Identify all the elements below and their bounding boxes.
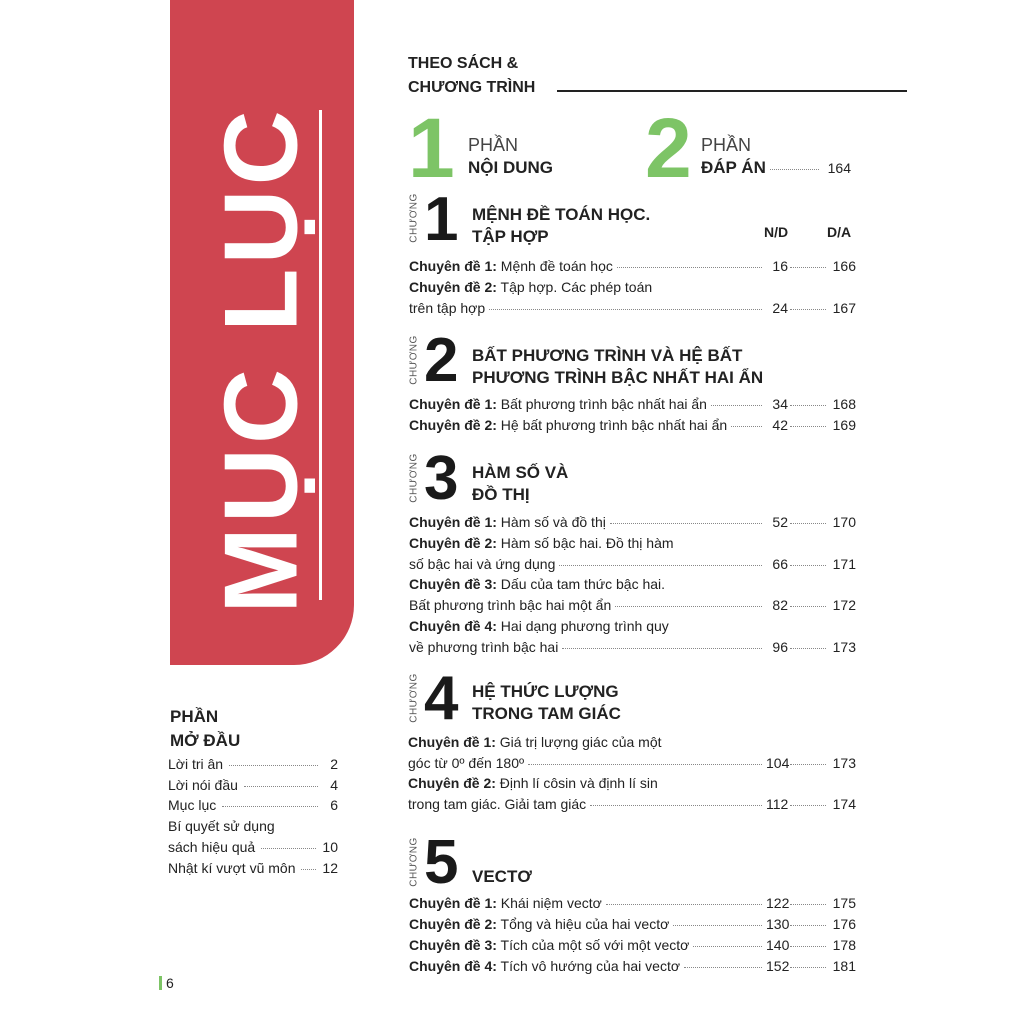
intro-heading-line2: MỞ ĐẦU — [170, 731, 241, 750]
entry-line — [408, 732, 856, 753]
entry-line — [409, 637, 856, 658]
dot-leader — [261, 848, 316, 849]
page-ref: 2 — [330, 756, 338, 772]
answer-page: 173 — [832, 754, 856, 771]
topic-label: Chuyên đề 2: — [408, 775, 496, 791]
entry-text — [409, 914, 669, 935]
entry-line — [409, 914, 856, 935]
answer-page: 181 — [832, 958, 856, 974]
content-page: 52 — [772, 514, 788, 530]
intro-list — [168, 754, 338, 878]
topic-row[interactable] — [408, 732, 856, 774]
dot-leader — [222, 806, 318, 807]
content-page: 82 — [772, 596, 788, 613]
answer-page: 173 — [832, 638, 856, 655]
dot-leader — [229, 765, 318, 766]
part-1-number: 1 — [408, 101, 455, 195]
dot-leader — [790, 946, 826, 947]
page-ref: 4 — [330, 776, 338, 793]
entry-line — [701, 158, 851, 179]
chapter-1-title[interactable] — [472, 204, 650, 248]
entry-line — [409, 893, 856, 914]
topic-label: Chuyên đề 2: — [409, 535, 497, 551]
entry-text — [409, 394, 707, 415]
entry-text: Khái niệm vectơ — [500, 895, 602, 911]
part-2-label: PHẦN — [701, 135, 752, 155]
page-marker — [159, 976, 162, 990]
entry-text: Hệ bất phương trình bậc nhất hai ẩn — [500, 417, 728, 433]
entry-line — [408, 794, 856, 815]
dot-leader — [489, 309, 762, 310]
topic-label: sách hiệu quả — [168, 838, 256, 855]
entry-text: góc từ 0º đến 180º — [408, 754, 525, 771]
content-page: 130 — [766, 916, 790, 932]
part-2-number: 2 — [645, 101, 692, 195]
dot-leader — [790, 523, 826, 524]
answer-page: 170 — [832, 514, 856, 530]
heading-rule — [557, 90, 907, 92]
chapter-1-number: 1 — [424, 185, 459, 254]
intro-item[interactable] — [168, 795, 338, 816]
section-heading-line1: THEO SÁCH & — [408, 55, 519, 72]
dot-leader — [790, 426, 826, 427]
chapter-4-word: CHƯƠNG — [408, 673, 420, 723]
entry-text: Giá trị lượng giác của một — [499, 734, 662, 750]
content-page: 122 — [766, 895, 790, 911]
part-1-name[interactable]: NỘI DUNG — [468, 158, 553, 177]
intro-item[interactable] — [168, 754, 338, 775]
content-page: 16 — [772, 258, 788, 274]
chapter-5-number: 5 — [424, 828, 459, 897]
dot-leader — [711, 405, 762, 406]
topic-row[interactable] — [409, 533, 856, 575]
entry-text — [409, 956, 680, 977]
chapter-2-number: 2 — [424, 326, 459, 395]
topic-row[interactable] — [409, 893, 856, 914]
dot-leader — [617, 267, 762, 268]
topic-row[interactable] — [409, 512, 856, 533]
topic-row[interactable] — [409, 394, 856, 415]
section-heading — [408, 52, 535, 100]
content-page: 140 — [766, 937, 790, 953]
content-page: 112 — [766, 795, 789, 812]
part-2-entry[interactable] — [701, 158, 851, 179]
entry-text: Bất phương trình bậc hai một ẩn — [409, 596, 612, 613]
chapter-title-line: VECTƠ — [472, 867, 532, 886]
chapter-title-line: TẬP HỢP — [472, 227, 549, 246]
entry-text — [409, 256, 613, 277]
chapter-title-line: MỆNH ĐỀ TOÁN HỌC. — [472, 205, 651, 224]
banner-divider — [319, 110, 322, 600]
dot-leader — [790, 764, 826, 765]
page-ref: 12 — [322, 859, 338, 876]
entry-text: Định lí côsin và định lí sin — [499, 775, 658, 791]
entry-line — [409, 554, 856, 575]
answer-page: 169 — [832, 417, 856, 433]
entry-text: số bậc hai và ứng dụng — [409, 555, 556, 572]
entry-text — [409, 277, 652, 298]
entry-text: Tập hợp. Các phép toán — [500, 279, 653, 295]
topic-label: Mục lục — [168, 797, 217, 814]
topic-label: Chuyên đề 4: — [409, 958, 497, 974]
chapter-2-title[interactable] — [472, 345, 763, 389]
answer-page: 175 — [832, 895, 856, 911]
entry-text: Tổng và hiệu của hai vectơ — [500, 916, 670, 932]
dot-leader — [790, 904, 826, 905]
chapter-title-line: BẤT PHƯƠNG TRÌNH VÀ HỆ BẤT — [472, 346, 743, 365]
banner-title: MỤC LỤC — [203, 106, 320, 614]
chapter-title-line: HÀM SỐ VÀ — [472, 463, 569, 482]
entry-text — [409, 616, 669, 637]
entry-line — [409, 512, 856, 533]
topic-label: Lời tri ân — [168, 756, 224, 772]
dot-leader — [244, 786, 318, 787]
chapter-3-title[interactable] — [472, 462, 568, 506]
column-da: D/A — [827, 224, 852, 240]
chapter-title-line: HỆ THỨC LƯỢNG — [472, 682, 619, 701]
dot-leader — [615, 606, 762, 607]
answer-page: 167 — [832, 299, 856, 316]
topic-label: Chuyên đề 3: — [409, 576, 497, 592]
topic-row[interactable] — [409, 935, 856, 956]
dot-leader — [684, 967, 762, 968]
topic-label: Chuyên đề 4: — [409, 618, 497, 634]
dot-leader — [731, 426, 762, 427]
dot-leader — [562, 648, 762, 649]
dot-leader — [770, 169, 819, 170]
dot-leader — [790, 565, 826, 566]
topic-label: Chuyên đề 2: — [409, 916, 497, 932]
dot-leader — [693, 946, 762, 947]
page-ref: 10 — [322, 838, 338, 855]
topic-row[interactable] — [409, 256, 856, 277]
intro-item — [168, 816, 338, 837]
topic-label: Chuyên đề 1: — [409, 258, 497, 274]
entry-line — [409, 415, 856, 436]
content-page: 104 — [766, 754, 790, 771]
entry-text: Hàm số bậc hai. Đồ thị hàm — [500, 535, 674, 551]
dot-leader — [673, 925, 762, 926]
dot-leader — [790, 267, 826, 268]
entry-line — [409, 298, 856, 319]
content-page: 42 — [772, 417, 788, 433]
entry-text: Hàm số và đồ thị — [500, 514, 606, 530]
content-page: 34 — [772, 396, 788, 412]
answer-page: 178 — [832, 937, 856, 953]
entry-text — [409, 574, 665, 595]
entry-line — [409, 574, 856, 595]
topic-label: Bí quyết sử dụng — [168, 818, 275, 835]
chapter-3-number: 3 — [424, 444, 459, 513]
topic-row[interactable] — [409, 616, 856, 658]
entry-text — [409, 893, 602, 914]
entry-text: trên tập hợp — [409, 299, 486, 316]
entry-line — [409, 956, 856, 977]
topic-row[interactable] — [409, 914, 856, 935]
dot-leader — [790, 309, 826, 310]
entry-text: Mệnh đề toán học — [500, 258, 613, 274]
dot-leader — [790, 606, 826, 607]
topic-row[interactable] — [408, 773, 856, 815]
topic-row[interactable] — [409, 277, 856, 319]
dot-leader — [790, 805, 826, 806]
answer-page: 168 — [832, 396, 856, 412]
entry-line — [409, 394, 856, 415]
entry-text: trong tam giác. Giải tam giác — [408, 795, 587, 812]
entry-text — [409, 935, 689, 956]
intro-heading-line1: PHẦN — [170, 707, 219, 726]
chapter-1-word: CHƯƠNG — [408, 193, 420, 243]
dot-leader — [559, 565, 762, 566]
dot-leader — [590, 805, 762, 806]
chapter-4-title[interactable] — [472, 681, 621, 725]
topic-label: Chuyên đề 1: — [409, 396, 497, 412]
intro-item[interactable] — [168, 858, 338, 879]
topic-label: Chuyên đề 1: — [409, 514, 497, 530]
entry-text: Tích vô hướng của hai vectơ — [500, 958, 681, 974]
dot-leader — [790, 925, 826, 926]
entry-line — [408, 753, 856, 774]
topic-label: Nhật kí vượt vũ môn — [168, 859, 296, 876]
content-page: 24 — [772, 299, 788, 316]
part-2-name: ĐÁP ÁN — [701, 158, 766, 177]
dot-leader — [790, 967, 826, 968]
chapter-5-word: CHƯƠNG — [408, 837, 420, 887]
entry-text: Bất phương trình bậc nhất hai ẩn — [500, 396, 707, 412]
chapter-5-title[interactable] — [472, 866, 532, 888]
answer-page: 172 — [832, 596, 856, 613]
dot-leader — [606, 904, 762, 905]
chapter-title-line: PHƯƠNG TRÌNH BẬC NHẤT HAI ẨN — [472, 368, 764, 387]
section-heading-line2: CHƯƠNG TRÌNH — [408, 79, 536, 96]
entry-line — [409, 935, 856, 956]
content-page: 152 — [766, 958, 790, 974]
entry-line — [409, 256, 856, 277]
entry-text — [408, 773, 658, 794]
chapter-2-word: CHƯƠNG — [408, 335, 420, 385]
entry-text: Hai dạng phương trình quy — [500, 618, 669, 634]
dot-leader — [528, 764, 762, 765]
dot-leader — [301, 869, 316, 870]
part-2-page: 164 — [827, 160, 851, 176]
chapter-4-number: 4 — [424, 664, 459, 733]
topic-row[interactable] — [409, 415, 856, 436]
entry-text: Tích của một số với một vectơ — [500, 937, 690, 953]
entry-text: về phương trình bậc hai — [409, 638, 559, 655]
page-number: 6 — [159, 975, 174, 991]
page-ref: 6 — [330, 797, 338, 814]
answer-page: 166 — [832, 258, 856, 274]
chapter-title-line: TRONG TAM GIÁC — [472, 704, 621, 723]
entry-text: Dấu của tam thức bậc hai. — [500, 576, 666, 592]
intro-item[interactable] — [168, 837, 338, 858]
entry-text — [409, 415, 727, 436]
column-nd: N/D — [764, 224, 789, 240]
topic-label: Chuyên đề 1: — [409, 895, 497, 911]
entry-text — [409, 512, 606, 533]
topic-row[interactable] — [409, 574, 856, 616]
answer-page: 174 — [832, 795, 856, 812]
dot-leader — [790, 648, 826, 649]
answer-page: 176 — [832, 916, 856, 932]
part-1-label: PHẦN — [468, 135, 519, 155]
intro-heading — [170, 705, 240, 753]
topic-label: Chuyên đề 1: — [408, 734, 496, 750]
chapter-title-line: ĐỒ THỊ — [472, 485, 530, 504]
entry-line — [409, 277, 856, 298]
entry-line — [409, 616, 856, 637]
content-page: 66 — [772, 555, 788, 572]
entry-line — [409, 533, 856, 554]
entry-text — [409, 533, 674, 554]
topic-label: Lời nói đầu — [168, 776, 238, 793]
topic-label: Chuyên đề 2: — [409, 279, 497, 295]
content-page: 96 — [772, 638, 788, 655]
topic-row[interactable] — [409, 956, 856, 977]
topic-label: Chuyên đề 2: — [409, 417, 497, 433]
topic-label: Chuyên đề 3: — [409, 937, 497, 953]
chapter-3-word: CHƯƠNG — [408, 453, 420, 503]
entry-line — [409, 595, 856, 616]
dot-leader — [610, 523, 762, 524]
answer-page: 171 — [832, 555, 856, 572]
entry-text — [408, 732, 662, 753]
entry-line — [408, 773, 856, 794]
dot-leader — [790, 405, 826, 406]
intro-item[interactable] — [168, 775, 338, 796]
